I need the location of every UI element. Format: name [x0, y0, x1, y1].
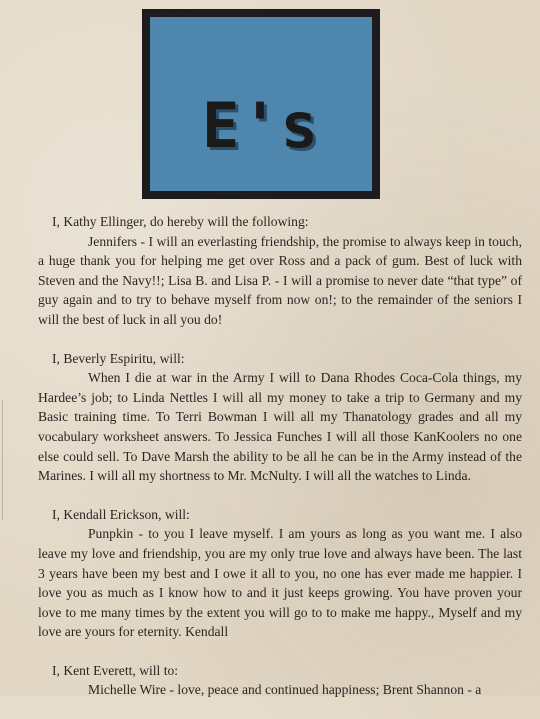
entry-kent-everett	[38, 661, 522, 700]
entry-body: Michelle Wire - love, peace and continued happiness; Brent Shannon - a	[88, 682, 482, 698]
entry-kendall-erickson	[38, 505, 522, 642]
page-title: E's	[202, 89, 320, 162]
header-box	[142, 9, 380, 199]
entry-body: Jennifers - I will an everlasting friendship, the promise to always keep in touch, a huge thank you for helping me get over Ross and a pack of gum. Best of luck with Steven and the Navy!!; Lisa B. and Lisa P. - I will a promise to never date “that type” of guy again and to try to behave myself from now on!; to the remainder of the seniors I will the best of luck in all you do!	[38, 233, 522, 327]
entry-heading: I, Kent Everett, will to:	[52, 662, 179, 678]
entry-kathy-ellinger	[38, 212, 522, 330]
entry-heading: I, Kendall Erickson, will:	[52, 506, 190, 522]
entry-heading: I, Kathy Ellinger, do hereby will the following:	[52, 214, 309, 229]
header-panel	[150, 17, 372, 191]
entry-heading: I, Beverly Espiritu, will:	[52, 350, 185, 366]
entry-body: When I die at war in the Army I will to Dana Rhodes Coca-Cola things, my Hardee’s job; to Linda Nettles I will all my money to take a trip to Germany and my Basic training time. To Terri Bowman I will all my Thanatology grades and all my vocabulary worksheet answers. To Jessica Funches I will all those KanKoolers no one else could sell. To Dave Marsh the ability to be all he can be in the Army instead of the Marines. I will all my shortness to Mr. McNulty. I will all the watches to Linda.	[38, 370, 522, 484]
entry-beverly-espiritu	[38, 349, 522, 486]
document-body	[38, 212, 522, 719]
entry-body: Punpkin - to you I leave myself. I am yours as long as you want me. I also leave my love and friendship, you are my only true love and always have been. The last 3 years have been my best and I owe it all to you, no one has ever made me happier. I love you as much as I know how to and it just keeps growing. You have proven your love to me many times by the extent you will go to to make me happy., Myself and my love are yours for eternity. Kendall	[38, 526, 522, 640]
page-margin-mark	[2, 400, 17, 520]
